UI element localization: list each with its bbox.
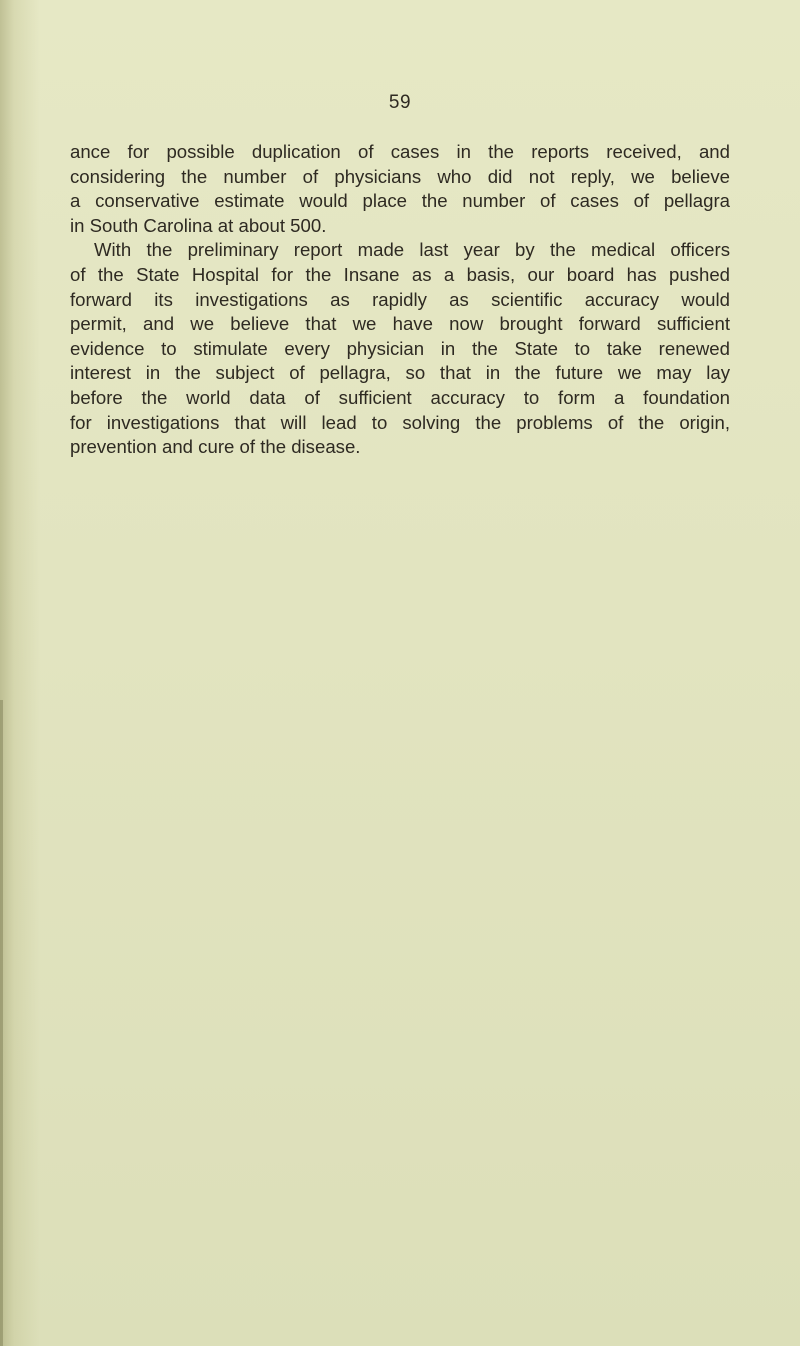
text-line: in South Carolina at about 500. xyxy=(70,214,327,236)
page-gutter-shadow xyxy=(0,700,3,1346)
text-line: for investigations that will lead to solving the problems of the origin, xyxy=(70,411,730,433)
text-line: before the world data of sufficient accuracy to form a foundation xyxy=(70,386,730,408)
body-text xyxy=(70,140,730,460)
text-line: interest in the subject of pellagra, so that in the future we may lay xyxy=(70,362,730,384)
text-line: forward its investigations as rapidly as scientific accuracy would xyxy=(70,288,730,310)
text-line: a conservative estimate would place the number of cases of pellagra xyxy=(70,190,730,212)
page-number: 59 xyxy=(388,92,412,113)
text-line: ance for possible duplication of cases in the reports received, and xyxy=(70,141,730,162)
text-line: evidence to stimulate every physician in the State to take renewed xyxy=(70,337,730,359)
text-line: prevention and cure of the disease. xyxy=(70,436,361,458)
text-line: permit, and we believe that we have now brought forward sufficient xyxy=(70,313,730,335)
text-line: With the preliminary report made last year by the medical officers xyxy=(94,239,730,261)
text-line: considering the number of physicians who did not reply, we believe xyxy=(70,165,730,187)
text-line: of the State Hospital for the Insane as a basis, our board has pushed xyxy=(70,263,730,285)
